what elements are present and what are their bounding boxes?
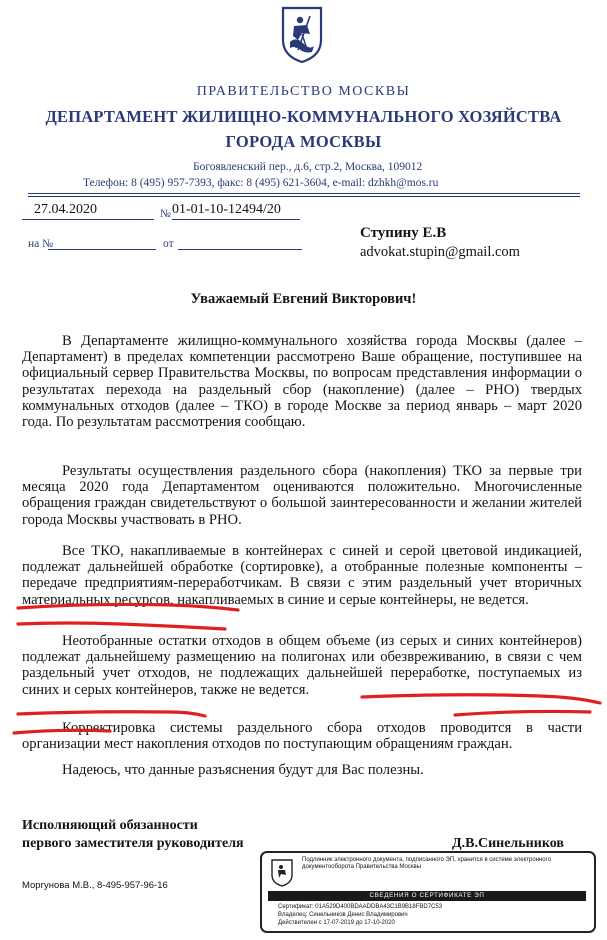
stamp-notice: Подлинник электронного документа, подписанного ЭП, хранится в системе электронного документооборота Правительства Москвы [302,857,552,870]
number-underline [172,219,300,220]
org-name-government: ПРАВИТЕЛЬСТВО МОСКВЫ [196,84,411,99]
executor-contact: Моргунова М.В., 8-495-957-96-16 [22,880,168,891]
reference-number-label: на № [28,238,54,250]
stamp-owner: Владелец: Синельников Денис Владимирович [278,912,408,918]
addressee-name: Ступину Е.В [360,225,447,241]
date-underline [22,219,154,220]
letterhead-divider-thin [28,196,580,197]
reference-date-underline [178,249,302,250]
red-underline-5 [455,711,590,715]
stamp-coat-of-arms-icon [270,859,294,887]
reference-date-label: от [163,238,174,250]
e-signature-stamp [260,851,596,933]
department-contacts: Телефон: 8 (495) 957-7393, факс: 8 (495) 621-3604, e-mail: dzhkh@mos.ru [83,177,439,189]
stamp-certificate: Сертификат: 01A529D400BDAADDBA43C1B9B18FBD7C53 [278,904,443,910]
org-name-department: ДЕПАРТАМЕНТ ЖИЛИЩНО-КОММУНАЛЬНОГО ХОЗЯЙСТВА [45,107,562,126]
signatory-title-line2: первого заместителя руководителя [22,836,244,851]
number-label: № [160,208,171,220]
outgoing-date: 27.04.2020 [34,202,97,217]
paragraph-3: Все ТКО, накапливаемые в контейнерах с синей и серой цветовой индикацией, подлежат дальнейшей обработке (сортировке), а отобранные полезные компоненты – передаче предприятиям-переработчикам. В связи с этим раздельный учет вторичных материальных ресурсов, накапливаемых в синие и серые контейнеры, не ведется. [22,543,582,608]
paragraph-1: В Департаменте жилищно-коммунального хозяйства города Москвы (далее – Департамент) в пределах компетенции рассмотрено Ваше обращение, поступившее на официальный сервер Правительства Москвы, по вопросам представления информации о результатах перехода на раздельный сбор (накопление) (далее – РНО) твердых коммунальных отходов (далее – ТКО) в городе Москве за период январь – март 2020 года. По результатам рассмотрения сообщаю. [22,333,582,431]
paragraph-2: Результаты осуществления раздельного сбора (накопления) ТКО за первые три месяца 2020 года Департаментом оцениваются положительно. Многочисленные обращения граждан свидетельствуют о большой заинтересованности и желании жителей города Москвы участвовать в РНО. [22,463,582,528]
paragraph-5: Корректировка системы раздельного сбора отходов проводится в части организации мест накопления отходов по поступающим обращениям граждан. [22,720,582,753]
reference-number-underline [48,249,156,250]
red-underline-2 [18,623,225,629]
addressee-email: advokat.stupin@gmail.com [360,244,520,260]
letterhead-divider [28,193,580,194]
department-address: Богоявленский пер., д.6, стр.2, Москва, 109012 [193,161,423,173]
paragraph-6: Надеюсь, что данные разъяснения будут для Вас полезны. [62,762,424,778]
paragraph-4: Неотобранные остатки отходов в общем объеме (из серых и синих контейнеров) подлежат дальнейшему размещению на полигонах или обезвреживанию, в связи с чем раздельный учет отходов, не подлежащих дальнейшей переработке, поступаемых из синих и серых контейнеров, также не ведется. [22,633,582,698]
red-underline-4 [18,712,205,716]
org-name-city: ГОРОДА МОСКВЫ [225,132,382,151]
salutation: Уважаемый Евгений Викторович! [190,291,417,307]
stamp-validity: Действителен с 17-07-2019 до 17-10-2020 [278,920,395,926]
signatory-title-line1: Исполняющий обязанности [22,818,198,833]
moscow-coat-of-arms-icon [280,6,324,64]
stamp-band: СВЕДЕНИЯ О СЕРТИФИКАТЕ ЭП [268,891,586,901]
signatory-name: Д.В.Синельников [452,836,564,851]
outgoing-number: 01-01-10-12494/20 [172,202,281,217]
